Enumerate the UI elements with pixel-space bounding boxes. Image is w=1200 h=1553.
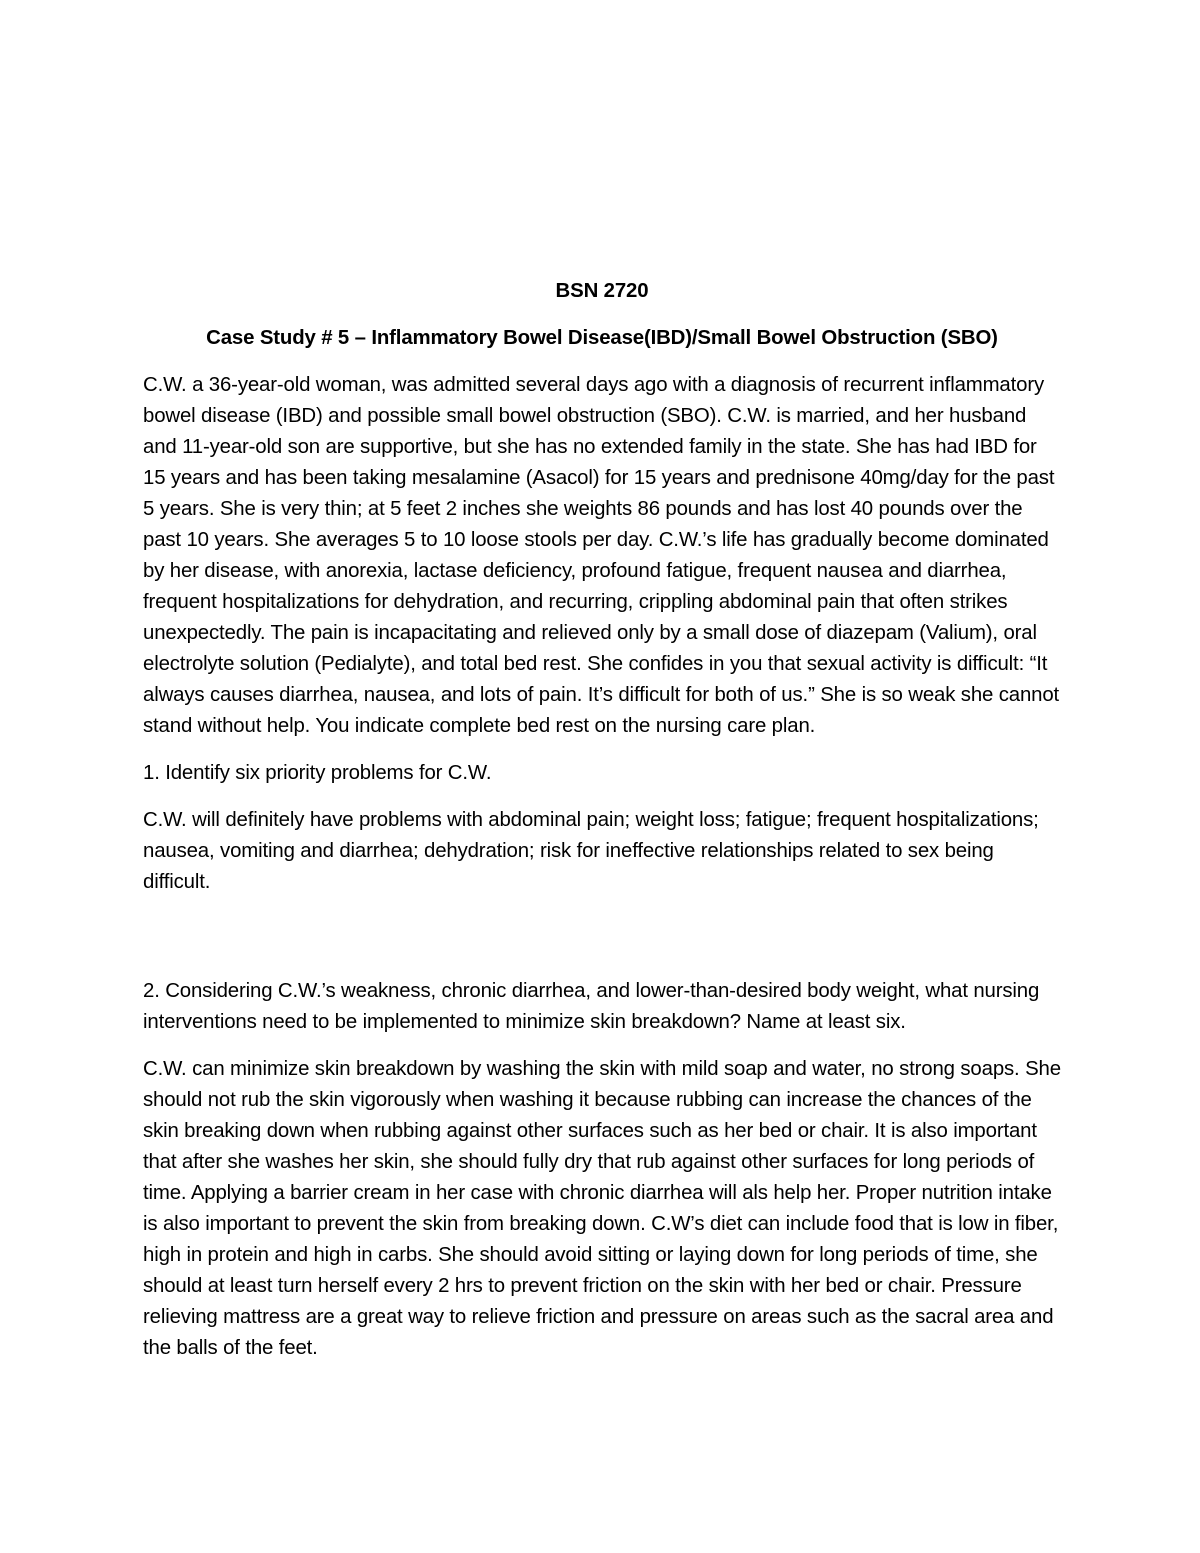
course-code: BSN 2720 xyxy=(555,280,649,302)
question-2: 2. Considering C.W.’s weakness, chronic diarrhea, and lower-than-desired body weight, what nursing interventions need to be implemented to minimize skin breakdown? Name at least six. xyxy=(143,980,1040,1033)
answer-1: C.W. will definitely have problems with abdominal pain; weight loss; fatigue; frequent hospitalizations; nausea, vomiting and diarrhea; dehydration; risk for ineffective relationships related to sex being difficult. xyxy=(143,809,1039,893)
document-body xyxy=(143,276,1061,1380)
case-study-title: Case Study # 5 – Inflammatory Bowel Disease(IBD)/Small Bowel Obstruction (SBO) xyxy=(206,327,998,349)
answer-2: C.W. can minimize skin breakdown by washing the skin with mild soap and water, no strong soaps. She should not rub the skin vigorously when washing it because rubbing can increase the chances of the skin breaking down when rubbing against other surfaces such as her bed or chair. It is also important that after she washes her skin, she should fully dry that rub against other surfaces for long periods of time. Applying a barrier cream in her case with chronic diarrhea will als help her. Proper nutrition intake is also important to prevent the skin from breaking down. C.W’s diet can include food that is low in fiber, high in protein and high in carbs. She should avoid sitting or laying down for long periods of time, she should at least turn herself every 2 hrs to prevent friction on the skin with her bed or chair. Pressure relieving mattress are a great way to relieve friction and pressure on areas such as the sacral area and the balls of the feet. xyxy=(143,1058,1061,1359)
case-scenario-paragraph: C.W. a 36-year-old woman, was admitted several days ago with a diagnosis of recurrent inflammatory bowel disease (IBD) and possible small bowel obstruction (SBO). C.W. is married, and her husband and 11-year-old son are supportive, but she has no extended family in the state. She has had IBD for 15 years and has been taking mesalamine (Asacol) for 15 years and prednisone 40mg/day for the past 5 years. She is very thin; at 5 feet 2 inches she weights 86 pounds and has lost 40 pounds over the past 10 years. She averages 5 to 10 loose stools per day. C.W.’s life has gradually become dominated by her disease, with anorexia, lactase deficiency, profound fatigue, frequent nausea and diarrhea, frequent hospitalizations for dehydration, and recurring, crippling abdominal pain that often strikes unexpectedly. The pain is incapacitating and relieved only by a small dose of diazepam (Valium), oral electrolyte solution (Pedialyte), and total bed rest. She confides in you that sexual activity is difficult: “It always causes diarrhea, nausea, and lots of pain. It’s difficult for both of us.” She is so weak she cannot stand without help. You indicate complete bed rest on the nursing care plan. xyxy=(143,374,1060,737)
question-1: 1. Identify six priority problems for C.W. xyxy=(143,762,492,784)
